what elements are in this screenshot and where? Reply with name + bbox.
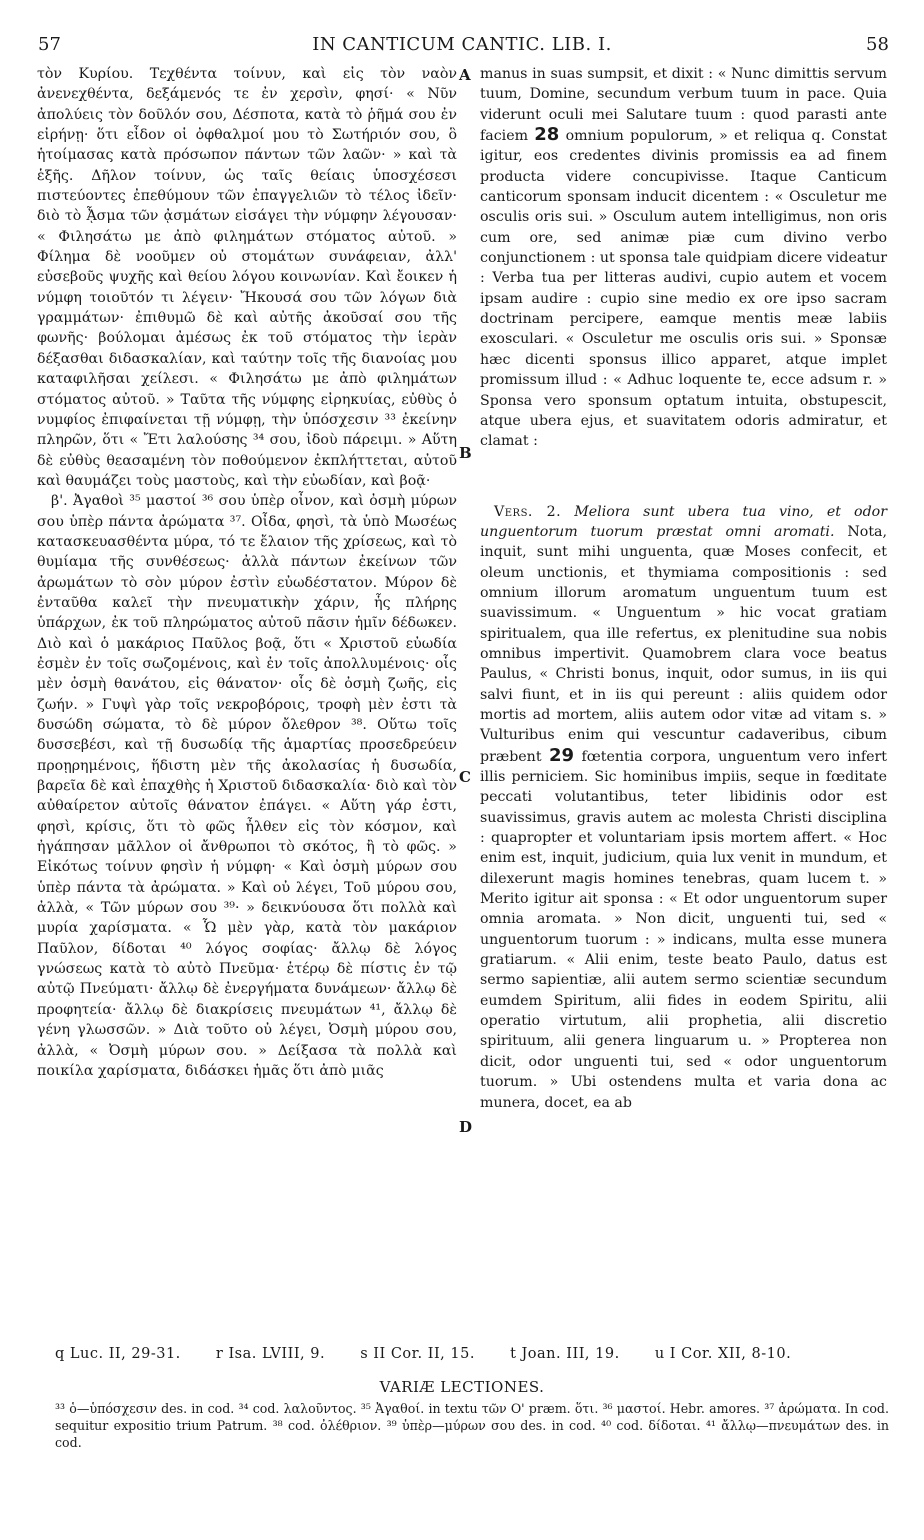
reference-t: t Joan. III, 19. <box>510 1346 620 1362</box>
variae-heading: VARIÆ LECTIONES. <box>379 1378 545 1396</box>
reference-r: r Isa. LVIII, 9. <box>215 1346 326 1362</box>
paragraph-gap <box>480 452 887 502</box>
greek-paragraph-2: β'. Ἀγαθοὶ ³⁵ μαστοί ³⁶ σου ὑπὲρ οἶνον, καὶ ὀσμὴ μύρων σου ὑπὲρ πάντα ἀρώματα ³⁷. Οἶδα, φησὶ, τὰ ὑπὸ Μωσέως κατασκευασθέντα μύρα, τό τε ἔλαιον τῆς χρίσεως, καὶ τὸ θυμίαμα τῆς συνθέσεως· ἀλλὰ πάντων ἐκείνων τῶν ἀρωμάτων τὸ σὸν μύρον ἐστὶν εὐωδέστατον. Μύρον δὲ ἐνταῦθα καλεῖ τὴν πνευματικὴν χάριν, ἧς πλήρης ὑπάρχων, ἐκ τοῦ πληρώματος αὐτοῦ πᾶσιν ἡμῖν δέδωκεν. Διὸ καὶ ὁ μακάριος Παῦλος βοᾷ, ὅτι « Χριστοῦ εὐωδία ἐσμὲν ἐν τοῖς σωζομένοις, καὶ ἐν τοῖς ἀπολλυμένοις· οἷς μὲν ὀσμὴ θανάτου, εἰς θάνατον· οἷς δὲ ὀσμὴ ζωῆς, εἰς ζωήν. » Γυψὶ γὰρ τοῖς νεκροβόροις, τροφὴ μὲν ἐστι τὰ δυσώδη σώματα, τὸ δὲ μύρον ὄλεθρον ³⁸. Οὕτω τοῖς δυσσεβέσι, καὶ τῇ δυσωδίᾳ τῆς ἁμαρτίας προσεδρεύειν προῃρημένοις, ἥδιστη μὲν τῆς ἀκολασίας ἡ δυσωδία, βαρεῖα δὲ καὶ ἐπαχθὴς ἡ Χριστοῦ διδασκαλία· διὸ καὶ τὸν αὐθαίρετον αὐτοῖς θάνατον ἐπάγει. « Αὕτη γάρ ἐστι, φησὶ, κρίσις, ὅτι τὸ φῶς ἦλθεν εἰς τὸν κόσμον, καὶ ἠγάπησαν μᾶλλον οἱ ἄνθρωποι τὸ σκότος, ἢ τὸ φῶς. » Εἰκότως τοίνυν φησὶν ἡ νύμφη· « Καὶ ὀσμὴ μύρων σου ὑπὲρ πάντα τὰ ἀρώματα. » Καὶ οὐ λέγει, Τοῦ μύρου σου, ἀλλὰ, « Τῶν μύρων σου ³⁹· » δεικνύουσα ὅτι πολλὰ καὶ μυρία χαρίσματα. « Ὧ μὲν γὰρ, κατὰ τὸν μακάριον Παῦλον, δίδοται ⁴⁰ λόγος σοφίας· ἄλλῳ δὲ λόγος γνώσεως κατὰ τὸ αὐτὸ Πνεῦμα· ἑτέρῳ δὲ πίστις ἐν τῷ αὐτῷ Πνεύματι· ἄλλῳ δὲ ἐνεργήματα δυνάμεων· ἄλλῳ δὲ προφητεία· ἄλλῳ δὲ διακρίσεις πνευμάτων ⁴¹, ἄλλῳ δὲ γένη γλωσσῶν. » Διὰ τοῦτο οὐ λέγει, Ὀσμὴ μύρου σου, ἀλλὰ, « Ὀσμὴ μύρων σου. » Δείξασα τὰ πολλὰ καὶ ποικίλα χαρίσματα, διδάσκει ἡμᾶς ὅτι ἀπὸ μιᾶς <box>37 493 457 1079</box>
latin-paragraph-2 <box>480 502 887 1113</box>
reference-u: u I Cor. XII, 8-10. <box>654 1346 792 1362</box>
scripture-references <box>55 1346 875 1362</box>
verse-label: Vers. 2. <box>494 503 562 520</box>
latin-text-2a: Nota, inquit, sunt mihi unguenta, quæ Moses confecit, et oleum unctionis, et thymiama compositionis : sed omnium illorum aromatum unguentum tuum est suavissimum. « Unguentum » hic vocat gratiam spiritualem, qua ille refertus, ex plenitudine sua nobis omnibus impertivit. Quamobrem clara voce beatus Paulus, « Christi bonus, inquit, odor sumus, in iis qui salvi fiunt, et in iis qui pereunt : aliis quidem odor mortis ad mortem, aliis autem odor vitæ ad vitam s. » Vulturibus enim qui vescuntur cadaveribus, cibum præbent <box>480 523 887 765</box>
variae-lectiones: ³³ ὁ—ὑπόσχεσιν des. in cod. ³⁴ cod. λαλοῦντος. ³⁵ Ἀγαθοί. in textu τῶν Ο' præm. ὅτι. ³⁶ μαστοί. Hebr. amores. ³⁷ ἀρώματα. In cod. sequitur expositio trium Patrum. ³⁸ cod. ὀλέθριον. ³⁹ ὑπὲρ—μύρων σου des. in cod. ⁴⁰ cod. δίδοται. ⁴¹ ἄλλῳ—πνευμάτων des. in cod. <box>55 1401 889 1450</box>
reference-q: q Luc. II, 29-31. <box>55 1346 181 1362</box>
column-number-28: 28 <box>534 124 560 146</box>
column-number-29: 29 <box>548 744 575 766</box>
greek-column <box>37 64 457 1081</box>
right-page-number: 58 <box>866 34 889 55</box>
section-marker-b: B <box>459 444 472 462</box>
left-page-number: 57 <box>38 34 61 55</box>
section-marker-a: A <box>459 66 471 84</box>
section-marker-d: D <box>459 1118 473 1136</box>
verse-text: Meliora sunt ubera tua vino, et odor unguentorum tuorum præstat omni aromati. <box>480 503 887 540</box>
latin-text-1b: omnium populorum, » et reliqua q. Constat igitur, eos credentes divinis promissis ea ad finem producta videre concupivisse. Itaque Canticum canticorum sponsam inducit dicentem : « Osculetur me osculis oris sui. » Osculum autem intelligimus, non oris cum ore, sed animæ piæ cum divino verbo conjunctionem : ut sponsa tale quidpiam dicere videatur : Verba tua per litteras audivi, cupio autem et vocem ipsam audire : cupio sine medio ex ore ipso sacram doctrinam percipere, eamque mentis meæ labiis exosculari. « Osculetur me osculis oris sui. » Sponsæ hæc dicenti sponsus illico apparet, atque implet promissum illud : « Adhuc loquente te, ecce adsum r. » Sponsa vero sponsum optatum intuita, obstupescit, atque ubera ejus, et suavitatem odoris admiratur, et clamat : <box>480 128 887 450</box>
latin-paragraph-1 <box>480 64 887 452</box>
greek-paragraph-1: τὸν Κυρίου. Τεχθέντα τοίνυν, καὶ εἰς τὸν ναὸν ἀνενεχθέντα, δεξάμενός τε ἐν χερσὶν, φησί· « Νῦν ἀπολύεις τὸν δοῦλόν σου, Δέσποτα, κατὰ τὸ ῥῆμά σου ἐν εἰρήνῃ· ὅτι εἶδον οἱ ὀφθαλμοί μου τὸ Σωτήριόν σου, ὃ ἡτοίμασας κατὰ πρόσωπον πάντων τῶν λαῶν· » καὶ τὰ ἑξῆς. Δῆλον τοίνυν, ὡς ταῖς θείαις ὑποσχέσεσι πιστεύοντες ἐπεθύμουν τῶν ἐπαγγελιῶν τὸ τέλος ἰδεῖν· διὸ τὸ ᾎσμα τῶν ᾀσμάτων εἰσάγει τὴν νύμφην λέγουσαν· « Φιλησάτω με ἀπὸ φιλημάτων στόματος αὐτοῦ. » Φίλημα δὲ νοοῦμεν οὐ στομάτων συνάφειαν, ἀλλ' εὐσεβοῦς ψυχῆς καὶ θείου λόγου κοινωνίαν. Καὶ ἔοικεν ἡ νύμφη τοιοῦτόν τι λέγειν· Ἤκουσά σου τῶν λόγων διὰ γραμμάτων· ἐπιθυμῶ δὲ καὶ αὐτῆς ἀκοῦσαί σου τῆς φωνῆς· βούλομαι ἀμέσως ἐκ τοῦ στόματος τὴν ἱερὰν δέξασθαι διδασκαλίαν, καὶ ταύτην τοῖς τῆς διανοίας μου καταφιλῆσαι χείλεσι. « Φιλησάτω με ἀπὸ φιλημάτων στόματος αὐτοῦ. » Ταῦτα τῆς νύμφης εἰρηκυίας, εὐθὺς ὁ νυμφίος ἐπιφαίνεται τῇ νύμφῃ, τὴν ὑπόσχεσιν ³³ ἐκείνην πληρῶν, ὅτι « Ἔτι λαλούσης ³⁴ σου, ἰδοὺ πάρειμι. » Αὕτη δὲ εὐθὺς θεασαμένη τὸν ποθούμενον ἐκπλήττεται, αὐτοῦ καὶ θαυμάζει τοὺς μαστοὺς, καὶ τὴν εὐωδίαν, καὶ βοᾷ· <box>37 66 457 489</box>
latin-column <box>480 64 887 1113</box>
latin-text-1a: manus in suas sumpsit, et dixit : « Nunc dimittis servum tuum, Domine, secundum verbum tuum in pace. Quia viderunt oculi mei Salutare tuum : quod parasti ante faciem <box>480 66 887 145</box>
latin-text-2b: fœtentia corpora, unguentum vero infert illis perniciem. Sic hominibus impiis, seque in fœditate peccati volutantibus, teter libidinis odor est suavissimus, gravis autem ac molesta Christi disciplina : quapropter et voluntariam ipsis mortem affert. « Hoc enim est, inquit, judicium, quia lux venit in mundum, et dilexerunt magis homines tenebras, quam lucem t. » Merito igitur ait sponsa : « Et odor unguentorum super omnia aromata. » Non dicit, unguenti tui, sed « unguentorum tuorum : » indicans, multa esse munera gratiarum. « Alii enim, teste beato Paulo, datus est sermo sapientiæ, alii autem sermo scientiæ secundum eumdem Spiritum, alii fides in eodem Spiritu, alii operatio virtutum, alii prophetia, alii discretio spirituum, alii genera linguarum u. » Propterea non dicit, odor unguenti tui, sed « odor unguentorum tuorum. » Ubi ostendens multa et varia dona ac munera, docet, ea ab <box>480 748 887 1111</box>
section-marker-c: C <box>459 768 471 786</box>
running-title: IN CANTICUM CANTIC. LIB. I. <box>312 34 612 55</box>
reference-s: s II Cor. II, 15. <box>360 1346 475 1362</box>
